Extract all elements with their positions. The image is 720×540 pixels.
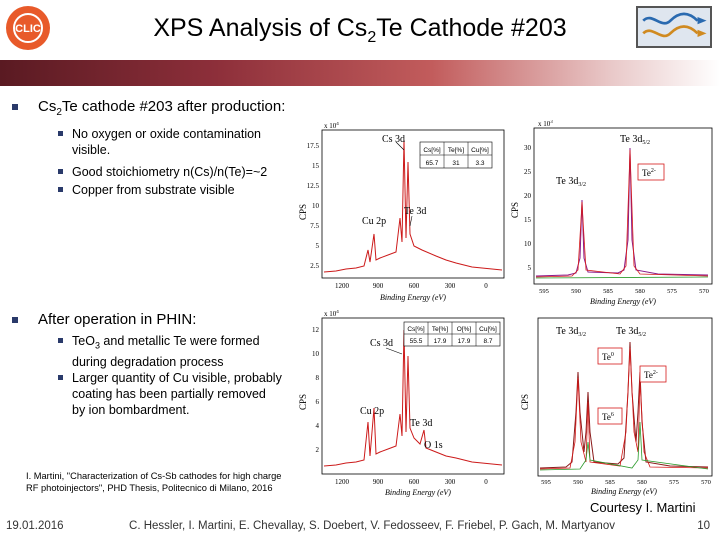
svg-text:Cu[%]: Cu[%]	[471, 147, 489, 154]
svg-text:10: 10	[312, 202, 319, 210]
footer-date: 19.01.2016	[6, 520, 64, 532]
svg-text:Te0: Te$^0$	[602, 352, 614, 362]
svg-text:Cs 3d: Cs 3d	[382, 134, 406, 145]
survey-spectrum-1	[296, 122, 510, 302]
svg-text:Cu[%]: Cu[%]	[479, 326, 497, 333]
svg-text:1200: 1200	[335, 282, 349, 290]
bullet-square	[12, 104, 18, 110]
section1-bullet-2: Good stoichiometry n(Cs)/n(Te)=~2	[72, 164, 312, 180]
svg-text:2.5: 2.5	[310, 262, 319, 270]
svg-text:10: 10	[524, 240, 531, 248]
svg-text:0: 0	[484, 282, 488, 290]
svg-text:590: 590	[571, 288, 581, 295]
te3d-spectrum-2	[520, 312, 716, 498]
svg-text:900: 900	[372, 282, 384, 290]
svg-text:600: 600	[408, 478, 420, 486]
svg-text:17.5: 17.5	[306, 142, 319, 150]
svg-text:Cs[%]: Cs[%]	[423, 147, 441, 154]
svg-text:Binding Energy (eV): Binding Energy (eV)	[590, 297, 656, 306]
svg-text:Te 3d5/2: Te $3d_{5/2}$	[616, 326, 647, 338]
svg-text:570: 570	[701, 479, 711, 486]
section2-bullet-2: Larger quantity of Cu visible, probably coating has been partially removed by ion bombardment.	[72, 370, 282, 418]
svg-text:12: 12	[312, 326, 319, 334]
svg-text:300: 300	[444, 282, 456, 290]
footer-page-number: 10	[697, 520, 710, 532]
svg-text:Te 3d3/2: Te $3d_{3/2}$	[556, 326, 587, 338]
svg-text:CPS: CPS	[510, 201, 520, 219]
svg-text:Te6: Te$^6$	[602, 412, 614, 422]
svg-text:Binding Energy (eV): Binding Energy (eV)	[385, 488, 451, 497]
svg-text:575: 575	[667, 288, 677, 295]
svg-text:5: 5	[315, 242, 319, 250]
svg-text:Cs 3d: Cs 3d	[370, 338, 394, 349]
te3d-spectrum-1	[508, 120, 716, 306]
svg-text:31: 31	[452, 160, 460, 167]
svg-text:20: 20	[524, 192, 531, 200]
svg-text:55.5: 55.5	[409, 338, 423, 345]
svg-text:595: 595	[539, 288, 549, 295]
svg-text:17.9: 17.9	[457, 338, 471, 345]
section1-bullet-1: No oxygen or oxide contamination visible.	[72, 126, 292, 158]
bullet-square	[12, 317, 18, 323]
svg-text:CPS: CPS	[298, 203, 308, 221]
svg-text:6: 6	[315, 398, 319, 406]
survey-spectrum-2	[296, 310, 510, 498]
svg-text:25: 25	[524, 168, 531, 176]
svg-text:CLIC: CLIC	[15, 23, 41, 35]
svg-text:Binding Energy (eV): Binding Energy (eV)	[380, 293, 446, 302]
svg-text:5: 5	[527, 264, 531, 272]
section2-heading: After operation in PHIN:	[12, 311, 196, 328]
svg-text:CPS: CPS	[520, 393, 530, 411]
svg-text:7.5: 7.5	[310, 222, 319, 230]
svg-text:3.3: 3.3	[475, 160, 485, 167]
svg-text:12.5: 12.5	[306, 182, 319, 190]
svg-text:Cu 2p: Cu 2p	[360, 406, 385, 417]
svg-text:Te 3d3/2: Te $3d_{3/2}$	[556, 176, 587, 188]
svg-text:CPS: CPS	[298, 393, 308, 411]
svg-text:x 104: x $10^4$	[324, 122, 339, 130]
svg-text:Te[%]: Te[%]	[447, 147, 465, 154]
svg-text:Te 3d: Te 3d	[404, 206, 427, 217]
svg-text:15: 15	[312, 162, 319, 170]
svg-text:Te2-: $Te^{2-}$	[642, 168, 656, 178]
svg-text:590: 590	[573, 479, 583, 486]
svg-text:580: 580	[635, 288, 645, 295]
svg-text:30: 30	[524, 144, 531, 152]
svg-text:585: 585	[605, 479, 615, 486]
svg-text:575: 575	[669, 479, 679, 486]
section1-bullet-3: Copper from substrate visible	[72, 182, 292, 198]
svg-text:Cs[%]: Cs[%]	[407, 326, 425, 333]
svg-text:Te[%]: Te[%]	[431, 326, 449, 333]
svg-text:570: 570	[699, 288, 709, 295]
page-title: XPS Analysis of $Cs_2Te$ Cathode #203	[153, 14, 567, 46]
svg-text:0: 0	[484, 478, 488, 486]
svg-text:2: 2	[315, 446, 319, 454]
svg-text:580: 580	[637, 479, 647, 486]
svg-text:15: 15	[524, 216, 531, 224]
title-banner	[0, 60, 720, 86]
svg-text:x 103: x $10^3$	[538, 120, 553, 128]
reference-citation: I. Martini, "Characterization of Cs-Sb cathodes for high charge RF photoinjectors", PHD Thesis, Politecnico di Milano, 2016	[26, 471, 282, 493]
svg-text:Te2-: $Te^{2-}$	[644, 370, 658, 380]
svg-text:O 1s: O 1s	[424, 440, 443, 451]
svg-text:585: 585	[603, 288, 613, 295]
svg-text:4: 4	[315, 422, 319, 430]
composition-table-1	[420, 142, 492, 168]
svg-text:Te 3d: Te 3d	[410, 418, 433, 429]
svg-text:x 104: x $10^4$	[324, 310, 339, 318]
svg-text:O[%]: O[%]	[456, 326, 472, 333]
svg-text:595: 595	[541, 479, 551, 486]
svg-text:Binding Energy (eV): Binding Energy (eV)	[591, 487, 657, 496]
svg-text:300: 300	[444, 478, 456, 486]
svg-text:Cu 2p: Cu 2p	[362, 216, 387, 227]
svg-text:8: 8	[315, 374, 319, 382]
svg-text:10: 10	[312, 350, 319, 358]
section2-bullet-1: TeO$_3$ and metallic Te were formed during degradation process	[72, 333, 294, 370]
svg-text:600: 600	[408, 282, 420, 290]
accelerator-logo	[636, 6, 712, 48]
composition-table-2	[404, 322, 500, 346]
section1-heading: $Cs_2Te$ cathode #203 after production:	[12, 98, 285, 118]
svg-text:17.9: 17.9	[433, 338, 447, 345]
svg-text:65.7: 65.7	[425, 160, 439, 167]
svg-text:8.7: 8.7	[483, 338, 493, 345]
svg-text:1200: 1200	[335, 478, 349, 486]
courtesy-note: Courtesy I. Martini	[590, 500, 696, 515]
footer-authors: C. Hessler, I. Martini, E. Chevallay, S. Doebert, V. Fedosseev, F. Friebel, P. Gach, M. Martyanov	[129, 520, 615, 532]
clic-logo	[4, 4, 52, 52]
svg-text:Te 3d5/2: Te $3d_{5/2}$	[620, 134, 651, 146]
svg-text:900: 900	[372, 478, 384, 486]
